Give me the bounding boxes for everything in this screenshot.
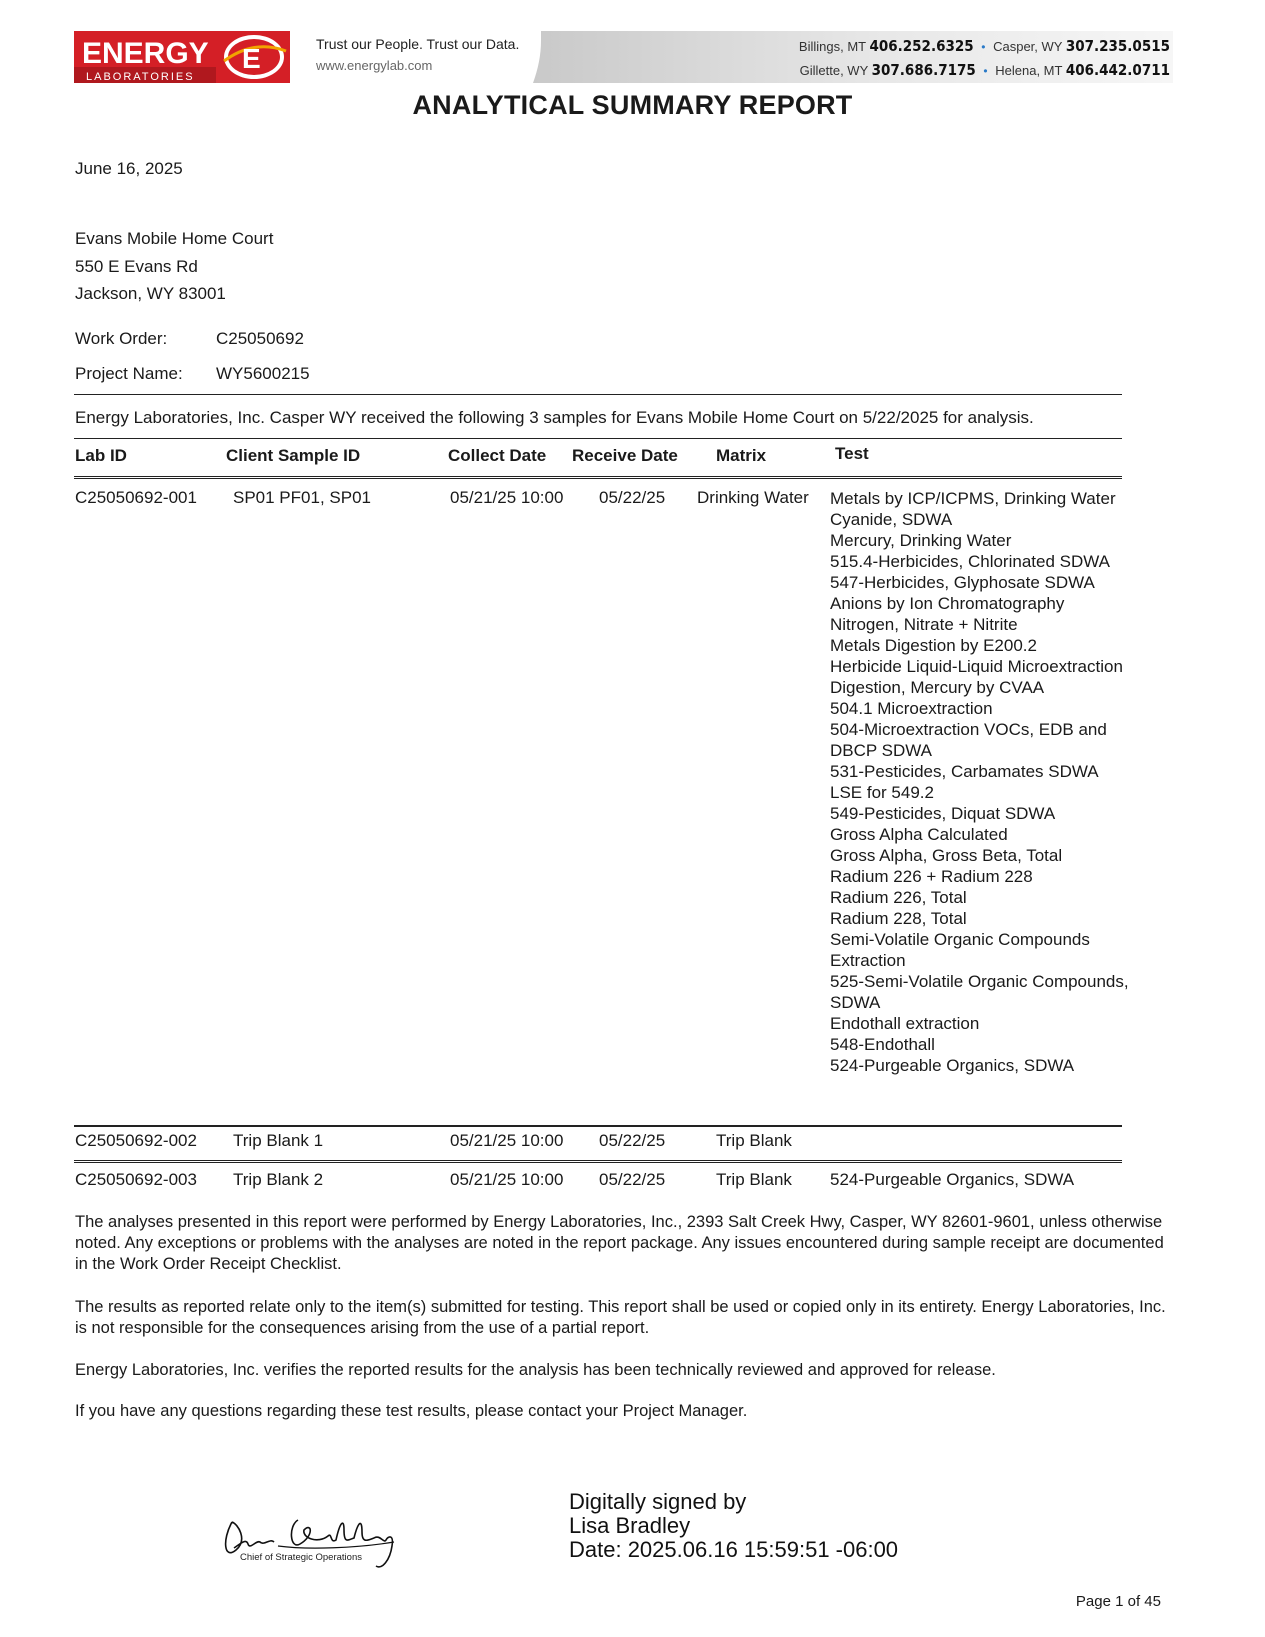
client-street: 550 E Evans Rd: [75, 257, 198, 276]
row-divider: [74, 1160, 1122, 1163]
col-header-receive-date: Receive Date: [572, 446, 678, 465]
test-item: 504-Microextraction VOCs, EDB and DBCP SDWA: [830, 720, 1107, 760]
cell-collect-date: 05/21/25 10:00: [450, 488, 564, 507]
page-number: Page 1 of 45: [1075, 1593, 1161, 1610]
test-item: Radium 228, Total: [830, 909, 967, 928]
website-link[interactable]: www.energylab.com: [316, 58, 433, 73]
test-item: Radium 226 + Radium 228: [830, 867, 1033, 886]
test-item: 515.4-Herbicides, Chlorinated SDWA: [830, 552, 1110, 571]
cell-receive-date: 05/22/25: [599, 488, 666, 507]
cell-client-sample-id: Trip Blank 1: [233, 1131, 324, 1150]
separator-dot: •: [981, 40, 986, 54]
test-item: 525-Semi-Volatile Organic Compounds, SDWA: [830, 972, 1129, 1012]
office-city: Helena, MT: [995, 63, 1063, 78]
office-contacts-row-2: [800, 61, 1170, 79]
cell-client-sample-id: Trip Blank 2: [233, 1170, 324, 1189]
digital-signature-block: [569, 1490, 898, 1562]
test-item: Gross Alpha Calculated: [830, 825, 1008, 844]
test-item: Metals Digestion by E200.2: [830, 636, 1037, 655]
test-item: LSE for 549.2: [830, 783, 934, 802]
report-date: June 16, 2025: [75, 159, 183, 178]
logo-word: ENERGY: [82, 37, 209, 70]
test-item: Semi-Volatile Organic Compounds Extraction: [830, 930, 1090, 970]
cell-lab-id: C25050692-001: [75, 488, 197, 507]
test-item: Nitrogen, Nitrate + Nitrite: [830, 615, 1018, 634]
office-city: Gillette, WY: [799, 63, 869, 78]
paragraph-verification: Energy Laboratories, Inc. verifies the reported results for the analysis has been technically reviewed and approved for release.: [75, 1361, 996, 1379]
received-statement: Energy Laboratories, Inc. Casper WY received the following 3 samples for Evans Mobile Home Court on 5/22/2025 for analysis.: [75, 408, 1034, 427]
divider: [74, 394, 1122, 395]
cell-collect-date: 05/21/25 10:00: [450, 1131, 564, 1150]
test-item: 524-Purgeable Organics, SDWA: [830, 1056, 1075, 1075]
test-item: Endothall extraction: [830, 1014, 980, 1033]
office-phone: 307.686.7175: [871, 61, 976, 79]
cell-receive-date: 05/22/25: [599, 1170, 666, 1189]
cell-receive-date: 05/22/25: [599, 1131, 666, 1150]
cell-test: 524-Purgeable Organics, SDWA: [830, 1170, 1075, 1189]
test-item: Anions by Ion Chromatography: [830, 594, 1065, 613]
separator-dot: •: [983, 64, 988, 78]
work-order-label: Work Order:: [75, 329, 168, 348]
cell-matrix: Trip Blank: [716, 1170, 792, 1189]
digital-signature-line: Digitally signed by: [569, 1489, 747, 1514]
col-header-client-sample-id: Client Sample ID: [226, 446, 361, 465]
cell-client-sample-id: SP01 PF01, SP01: [233, 488, 371, 507]
work-order-value: C25050692: [216, 329, 304, 348]
cell-matrix: Trip Blank: [716, 1131, 792, 1150]
col-header-test: Test: [835, 444, 869, 463]
test-item: 531-Pesticides, Carbamates SDWA: [830, 762, 1099, 781]
test-item: Herbicide Liquid-Liquid Microextraction: [830, 657, 1123, 676]
office-city: Billings, MT: [798, 39, 866, 54]
test-item: Cyanide, SDWA: [830, 510, 953, 529]
test-item: 549-Pesticides, Diquat SDWA: [830, 804, 1056, 823]
row-divider: [74, 1125, 1122, 1127]
cell-collect-date: 05/21/25 10:00: [450, 1170, 564, 1189]
test-item: 504.1 Microextraction: [830, 699, 993, 718]
cell-matrix: Drinking Water: [697, 488, 809, 507]
paragraph-analyses-location: The analyses presented in this report were performed by Energy Laboratories, Inc., 2393 Salt Creek Hwy, Casper, WY 82601-9601, unless otherwise noted. Any exceptions or problems with the analyses are noted in the report package. Any issues encountered during sample receipt are documented in the Work Order Receipt Checklist.: [75, 1213, 1164, 1273]
table-header-rule: [74, 476, 1122, 479]
project-name-label: Project Name:: [75, 364, 183, 383]
digital-signature-date: Date: 2025.06.16 15:59:51 -06:00: [569, 1537, 899, 1562]
test-item: Metals by ICP/ICPMS, Drinking Water: [830, 489, 1116, 508]
col-header-lab-id: Lab ID: [75, 446, 127, 465]
cell-lab-id: C25050692-002: [75, 1131, 197, 1150]
divider: [74, 438, 1122, 439]
test-item: Radium 226, Total: [830, 888, 967, 907]
paragraph-results-scope: The results as reported relate only to the item(s) submitted for testing. This report shall be used or copied only in its entirety. Energy Laboratories, Inc. is not responsible for the consequences arising from the use of a partial report.: [75, 1298, 1166, 1337]
project-name-value: WY5600215: [216, 364, 310, 383]
logo-emblem: E: [242, 43, 261, 74]
signatory-title: Chief of Strategic Operations: [240, 1552, 362, 1563]
office-phone: 406.442.0711: [1065, 61, 1170, 79]
logo-subword: LABORATORIES: [86, 71, 195, 83]
report-title: ANALYTICAL SUMMARY REPORT: [412, 90, 853, 120]
test-item: Digestion, Mercury by CVAA: [830, 678, 1045, 697]
test-item: 547-Herbicides, Glyphosate SDWA: [830, 573, 1095, 592]
test-item: Gross Alpha, Gross Beta, Total: [830, 846, 1063, 865]
client-city: Jackson, WY 83001: [75, 284, 226, 303]
office-city: Casper, WY: [993, 39, 1063, 54]
paragraph-contact: If you have any questions regarding these test results, please contact your Project Manager.: [75, 1402, 748, 1420]
energy-laboratories-logo: [74, 31, 290, 83]
tagline: Trust our People. Trust our Data.: [316, 36, 520, 52]
office-contacts-row-1: [799, 37, 1170, 55]
cell-lab-id: C25050692-003: [75, 1170, 197, 1189]
test-item: 548-Endothall: [830, 1035, 935, 1054]
office-phone: 307.235.0515: [1065, 37, 1170, 55]
office-phone: 406.252.6325: [869, 37, 974, 55]
col-header-collect-date: Collect Date: [448, 446, 547, 465]
col-header-matrix: Matrix: [716, 446, 767, 465]
digital-signature-name: Lisa Bradley: [569, 1513, 691, 1538]
test-item: Mercury, Drinking Water: [830, 531, 1012, 550]
client-name: Evans Mobile Home Court: [75, 229, 274, 248]
cell-test-list: [830, 488, 1140, 1076]
